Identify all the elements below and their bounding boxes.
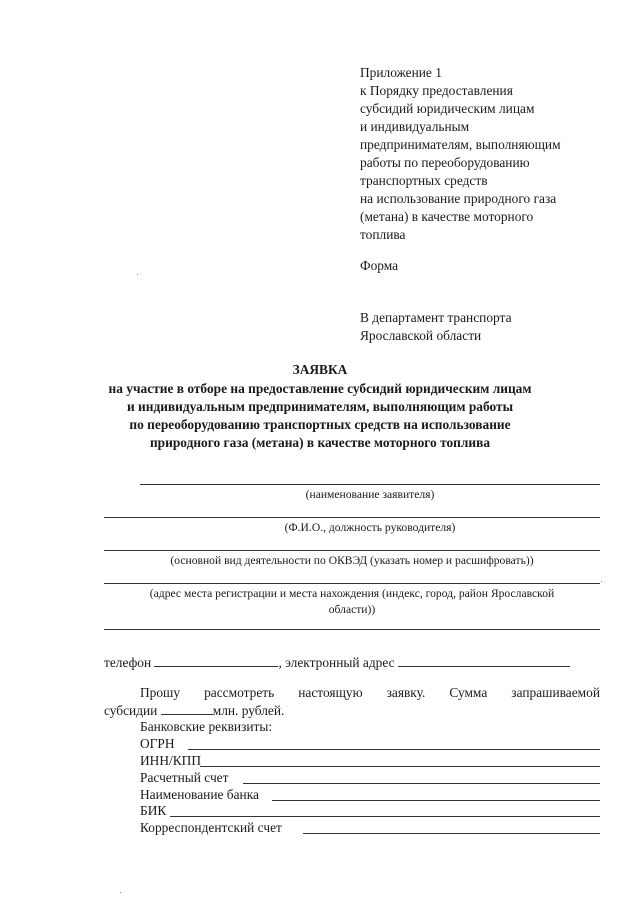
email-field[interactable] [398, 654, 570, 667]
address-caption: (адрес места регистрации и места нахождения (индекс, город, район Ярославской [149, 587, 555, 600]
scan-speck [120, 892, 121, 893]
inn-kpp-field[interactable] [200, 766, 600, 767]
request-amount-row [104, 702, 284, 719]
document-subtitle [0, 380, 640, 452]
request-unit-label: млн. рублей. [212, 703, 285, 718]
scan-speck [601, 581, 602, 582]
phone-label: телефон [104, 655, 152, 670]
subtitle-line: природного газа (метана) в качестве моторного топлива [149, 435, 491, 450]
request-text: Прошу рассмотреть настоящую заявку. Сумма запрашиваемой [140, 685, 600, 700]
email-label: , электронный адрес [278, 655, 395, 670]
phone-field[interactable] [154, 654, 278, 667]
annex-line: предпринимателям, выполняющим [360, 137, 561, 152]
document-title: ЗАЯВКА [292, 362, 348, 377]
annex-line: (метана) в качестве моторного [360, 209, 534, 224]
bank-name-field[interactable] [272, 800, 600, 801]
director-caption: (Ф.И.О., должность руководителя) [284, 521, 456, 534]
ogrn-label: ОГРН [140, 736, 175, 751]
address-caption-cont: области)) [328, 603, 376, 616]
okved-caption: (основной вид деятельности по ОКВЭД (указать номер и расшифровать)) [170, 554, 534, 567]
bank-name-label: Наименование банка [140, 787, 259, 802]
annex-line: на использование природного газа [360, 191, 557, 206]
subsidy-amount-field[interactable] [161, 702, 213, 715]
bik-field[interactable] [170, 816, 600, 817]
form-label: Форма [360, 258, 399, 273]
annex-line: субсидий юридическим лицам [360, 101, 535, 116]
annex-line: и индивидуальным [360, 119, 470, 134]
inn-kpp-label: ИНН/КПП [140, 753, 202, 768]
subtitle-line: по переоборудованию транспортных средств на использование [129, 417, 511, 432]
addressee-line: Ярославской области [360, 328, 482, 343]
director-field[interactable] [104, 517, 600, 518]
okved-field[interactable] [104, 550, 600, 551]
bank-heading: Банковские реквизиты: [140, 719, 273, 734]
applicant-name-field[interactable] [140, 484, 600, 485]
subtitle-line: и индивидуальным предпринимателям, выполняющим работы [126, 399, 514, 414]
subtitle-line: на участие в отборе на предоставление субсидий юридическим лицам [108, 381, 532, 396]
annex-line: транспортных средств [360, 173, 488, 188]
corr-account-label: Корреспондентский счет [140, 820, 282, 835]
annex-line: топлива [360, 227, 406, 242]
contacts-row [104, 654, 570, 671]
ogrn-field[interactable] [188, 749, 600, 750]
annex-line: к Порядку предоставления [360, 83, 513, 98]
applicant-caption: (наименование заявителя) [305, 488, 435, 501]
corr-account-field[interactable] [303, 833, 600, 834]
address-field[interactable] [104, 583, 600, 584]
account-label: Расчетный счет [140, 770, 229, 785]
annex-line: Приложение 1 [360, 65, 442, 80]
addressee-block [360, 309, 512, 345]
request-subsidy-label: субсидии [104, 703, 158, 718]
bik-label: БИК [140, 803, 167, 818]
account-field[interactable] [243, 783, 600, 784]
annex-block [360, 64, 561, 244]
annex-line: работы по переоборудованию [360, 155, 530, 170]
scan-speck [137, 274, 138, 275]
addressee-line: В департамент транспорта [360, 310, 512, 325]
address-field-extra[interactable] [104, 629, 600, 630]
